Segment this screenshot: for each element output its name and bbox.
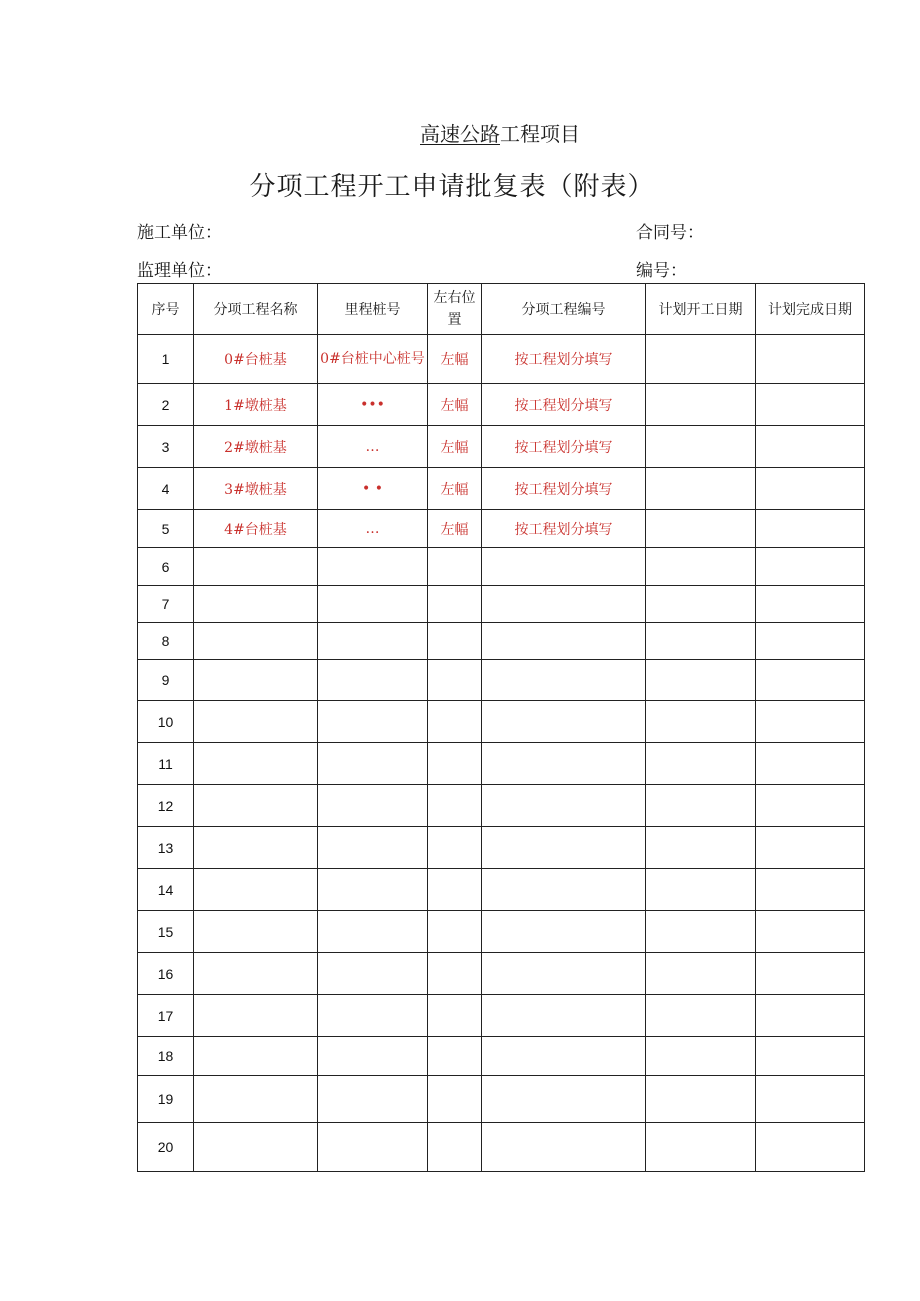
table-row bbox=[138, 1037, 865, 1076]
start-date-cell bbox=[646, 785, 756, 827]
end-date-cell bbox=[756, 468, 865, 510]
table-row bbox=[138, 426, 865, 468]
row-index-cell: 14 bbox=[138, 869, 194, 911]
row-index-cell: 20 bbox=[138, 1123, 194, 1172]
table-row bbox=[138, 510, 865, 548]
start-date-cell bbox=[646, 426, 756, 468]
row-index-cell: 4 bbox=[138, 468, 194, 510]
position-cell bbox=[428, 869, 482, 911]
item-name-cell bbox=[194, 785, 318, 827]
position-cell bbox=[428, 785, 482, 827]
item-name-cell bbox=[194, 623, 318, 660]
position-cell bbox=[428, 827, 482, 869]
mileage-cell bbox=[318, 1123, 428, 1172]
row-index-cell: 17 bbox=[138, 995, 194, 1037]
header-position-line2: 置 bbox=[447, 312, 462, 328]
row-index-cell: 8 bbox=[138, 623, 194, 660]
table-row bbox=[138, 911, 865, 953]
item-name-cell bbox=[194, 660, 318, 701]
item-name-cell: 4#台桩基 bbox=[194, 510, 318, 548]
supervision-unit-label: 监理单位： bbox=[137, 261, 222, 281]
project-title-suffix: 工程项目 bbox=[500, 122, 580, 146]
mileage-cell bbox=[318, 586, 428, 623]
header-index: 序号 bbox=[138, 284, 194, 335]
item-table bbox=[137, 283, 865, 1172]
item-name-cell: 1#墩桩基 bbox=[194, 384, 318, 426]
mileage-cell: ••• bbox=[318, 384, 428, 426]
mileage-cell bbox=[318, 660, 428, 701]
row-index-cell: 18 bbox=[138, 1037, 194, 1076]
mileage-cell: • • bbox=[318, 468, 428, 510]
item-code-cell bbox=[482, 869, 646, 911]
end-date-cell bbox=[756, 1076, 865, 1123]
row-index-cell: 7 bbox=[138, 586, 194, 623]
item-code-cell bbox=[482, 660, 646, 701]
end-date-cell bbox=[756, 1123, 865, 1172]
start-date-cell bbox=[646, 586, 756, 623]
end-date-cell bbox=[756, 953, 865, 995]
end-date-cell bbox=[756, 586, 865, 623]
mileage-cell bbox=[318, 869, 428, 911]
end-date-cell bbox=[756, 426, 865, 468]
end-date-cell bbox=[756, 869, 865, 911]
start-date-cell bbox=[646, 827, 756, 869]
mileage-cell bbox=[318, 1037, 428, 1076]
mileage-cell bbox=[318, 827, 428, 869]
item-name-cell bbox=[194, 1076, 318, 1123]
mileage-cell bbox=[318, 1076, 428, 1123]
table-header-row bbox=[138, 284, 865, 335]
item-code-cell bbox=[482, 701, 646, 743]
table-row bbox=[138, 384, 865, 426]
end-date-cell bbox=[756, 623, 865, 660]
start-date-cell bbox=[646, 1123, 756, 1172]
position-cell: 左幅 bbox=[428, 384, 482, 426]
item-name-cell: 2#墩桩基 bbox=[194, 426, 318, 468]
position-cell bbox=[428, 660, 482, 701]
table-row bbox=[138, 1123, 865, 1172]
start-date-cell bbox=[646, 548, 756, 586]
row-index-cell: 11 bbox=[138, 743, 194, 785]
start-date-cell bbox=[646, 701, 756, 743]
position-cell bbox=[428, 1076, 482, 1123]
table-row bbox=[138, 869, 865, 911]
mileage-cell bbox=[318, 701, 428, 743]
row-index-cell: 12 bbox=[138, 785, 194, 827]
table-row bbox=[138, 586, 865, 623]
mileage-cell bbox=[318, 785, 428, 827]
row-index-cell: 19 bbox=[138, 1076, 194, 1123]
item-code-cell: 按工程划分填写 bbox=[482, 335, 646, 384]
end-date-cell bbox=[756, 660, 865, 701]
end-date-cell bbox=[756, 995, 865, 1037]
header-position bbox=[428, 284, 482, 335]
table-row bbox=[138, 743, 865, 785]
row-index-cell: 10 bbox=[138, 701, 194, 743]
item-code-cell bbox=[482, 827, 646, 869]
item-name-cell: 0#台桩基 bbox=[194, 335, 318, 384]
table-row bbox=[138, 660, 865, 701]
header-item-name: 分项工程名称 bbox=[194, 284, 318, 335]
header-start-date: 计划开工日期 bbox=[646, 284, 756, 335]
position-cell: 左幅 bbox=[428, 426, 482, 468]
row-index-cell: 5 bbox=[138, 510, 194, 548]
table-body bbox=[138, 335, 865, 1172]
item-code-cell bbox=[482, 953, 646, 995]
row-index-cell: 3 bbox=[138, 426, 194, 468]
contract-no-label: 合同号： bbox=[636, 223, 704, 243]
item-code-cell bbox=[482, 995, 646, 1037]
end-date-cell bbox=[756, 827, 865, 869]
start-date-cell bbox=[646, 1076, 756, 1123]
item-code-cell: 按工程划分填写 bbox=[482, 510, 646, 548]
row-index-cell: 13 bbox=[138, 827, 194, 869]
start-date-cell bbox=[646, 660, 756, 701]
item-code-cell bbox=[482, 911, 646, 953]
item-code-cell: 按工程划分填写 bbox=[482, 384, 646, 426]
mileage-cell bbox=[318, 953, 428, 995]
start-date-cell bbox=[646, 953, 756, 995]
mileage-cell bbox=[318, 911, 428, 953]
position-cell bbox=[428, 953, 482, 995]
row-index-cell: 15 bbox=[138, 911, 194, 953]
item-name-cell: 3#墩桩基 bbox=[194, 468, 318, 510]
table-row bbox=[138, 995, 865, 1037]
item-name-cell bbox=[194, 743, 318, 785]
start-date-cell bbox=[646, 468, 756, 510]
start-date-cell bbox=[646, 869, 756, 911]
mileage-cell bbox=[318, 743, 428, 785]
end-date-cell bbox=[756, 911, 865, 953]
row-index-cell: 16 bbox=[138, 953, 194, 995]
table-row bbox=[138, 548, 865, 586]
mileage-cell: 0#台桩中心桩号 bbox=[318, 335, 428, 384]
item-name-cell bbox=[194, 827, 318, 869]
position-cell: 左幅 bbox=[428, 510, 482, 548]
item-name-cell bbox=[194, 995, 318, 1037]
item-name-cell bbox=[194, 586, 318, 623]
page-title: 分项工程开工申请批复表（附表） bbox=[249, 172, 655, 202]
start-date-cell bbox=[646, 911, 756, 953]
item-code-cell bbox=[482, 1123, 646, 1172]
item-name-cell bbox=[194, 1037, 318, 1076]
position-cell bbox=[428, 1037, 482, 1076]
item-name-cell bbox=[194, 869, 318, 911]
item-name-cell bbox=[194, 953, 318, 995]
item-name-cell bbox=[194, 1123, 318, 1172]
end-date-cell bbox=[756, 510, 865, 548]
row-index-cell: 9 bbox=[138, 660, 194, 701]
position-cell bbox=[428, 743, 482, 785]
start-date-cell bbox=[646, 1037, 756, 1076]
start-date-cell bbox=[646, 335, 756, 384]
table-row bbox=[138, 827, 865, 869]
item-name-cell bbox=[194, 548, 318, 586]
table-row bbox=[138, 623, 865, 660]
table-row bbox=[138, 1076, 865, 1123]
construction-unit-label: 施工单位： bbox=[137, 223, 222, 243]
end-date-cell bbox=[756, 785, 865, 827]
mileage-cell bbox=[318, 623, 428, 660]
project-title bbox=[0, 118, 920, 147]
row-index-cell: 2 bbox=[138, 384, 194, 426]
position-cell bbox=[428, 911, 482, 953]
end-date-cell bbox=[756, 335, 865, 384]
header-item-code: 分项工程编号 bbox=[482, 284, 646, 335]
item-code-cell: 按工程划分填写 bbox=[482, 426, 646, 468]
table-row bbox=[138, 953, 865, 995]
end-date-cell bbox=[756, 743, 865, 785]
item-name-cell bbox=[194, 911, 318, 953]
position-cell bbox=[428, 995, 482, 1037]
table-row bbox=[138, 468, 865, 510]
start-date-cell bbox=[646, 623, 756, 660]
position-cell bbox=[428, 586, 482, 623]
mileage-cell: … bbox=[318, 426, 428, 468]
position-cell bbox=[428, 701, 482, 743]
end-date-cell bbox=[756, 701, 865, 743]
start-date-cell bbox=[646, 510, 756, 548]
header-position-line1: 左右位 bbox=[433, 290, 476, 306]
item-code-cell bbox=[482, 586, 646, 623]
table-row bbox=[138, 335, 865, 384]
header-mileage: 里程桩号 bbox=[318, 284, 428, 335]
end-date-cell bbox=[756, 384, 865, 426]
start-date-cell bbox=[646, 743, 756, 785]
mileage-cell bbox=[318, 548, 428, 586]
start-date-cell bbox=[646, 384, 756, 426]
position-cell: 左幅 bbox=[428, 335, 482, 384]
mileage-cell: … bbox=[318, 510, 428, 548]
row-index-cell: 1 bbox=[138, 335, 194, 384]
position-cell: 左幅 bbox=[428, 468, 482, 510]
position-cell bbox=[428, 623, 482, 660]
table-row bbox=[138, 785, 865, 827]
item-code-cell bbox=[482, 1037, 646, 1076]
end-date-cell bbox=[756, 1037, 865, 1076]
item-code-cell bbox=[482, 785, 646, 827]
item-name-cell bbox=[194, 701, 318, 743]
mileage-cell bbox=[318, 995, 428, 1037]
item-code-cell: 按工程划分填写 bbox=[482, 468, 646, 510]
start-date-cell bbox=[646, 995, 756, 1037]
item-code-cell bbox=[482, 1076, 646, 1123]
position-cell bbox=[428, 548, 482, 586]
item-code-cell bbox=[482, 548, 646, 586]
header-end-date: 计划完成日期 bbox=[756, 284, 865, 335]
serial-no-label: 编号： bbox=[636, 261, 687, 281]
row-index-cell: 6 bbox=[138, 548, 194, 586]
item-code-cell bbox=[482, 743, 646, 785]
project-title-highway: 高速公路 bbox=[420, 122, 500, 146]
end-date-cell bbox=[756, 548, 865, 586]
table-row bbox=[138, 701, 865, 743]
position-cell bbox=[428, 1123, 482, 1172]
item-code-cell bbox=[482, 623, 646, 660]
